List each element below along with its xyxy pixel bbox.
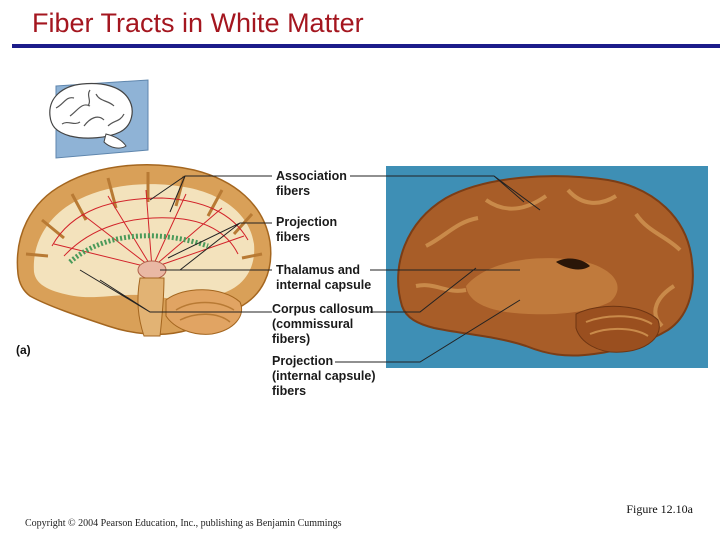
figure-number: Figure 12.10a: [626, 502, 693, 516]
label-line: fibers: [276, 230, 311, 244]
label-line: Corpus callosum: [272, 302, 374, 316]
label-thalamus-internal-capsule: [276, 263, 371, 293]
label-projection-internal-capsule-fibers: [272, 354, 376, 399]
leader-corpus-callosum-left: [80, 270, 272, 312]
label-line: fibers: [272, 384, 307, 398]
label-line: fibers): [272, 332, 311, 346]
label-line: (commissural: [272, 317, 354, 331]
label-association-fibers: [276, 169, 347, 199]
label-line: fibers: [276, 184, 311, 198]
label-line: (internal capsule): [272, 369, 376, 383]
label-projection-fibers: [276, 215, 337, 245]
label-line: Projection: [276, 215, 338, 229]
copyright-notice: Copyright © 2004 Pearson Education, Inc., publishing as Benjamin Cummings: [25, 518, 342, 529]
label-line: Projection: [272, 354, 334, 368]
slide-title: Fiber Tracts in White Matter: [32, 8, 364, 38]
leader-corpus-callosum-right: [370, 268, 476, 312]
leader-projection-left: [168, 223, 272, 270]
leader-association-left: [150, 176, 272, 212]
label-line: Association: [276, 169, 347, 183]
panel-label: (a): [16, 343, 31, 357]
label-line: internal capsule: [276, 278, 372, 292]
leader-association-right: [350, 176, 540, 210]
label-corpus-callosum: [272, 302, 373, 347]
label-line: Thalamus and: [276, 263, 361, 277]
